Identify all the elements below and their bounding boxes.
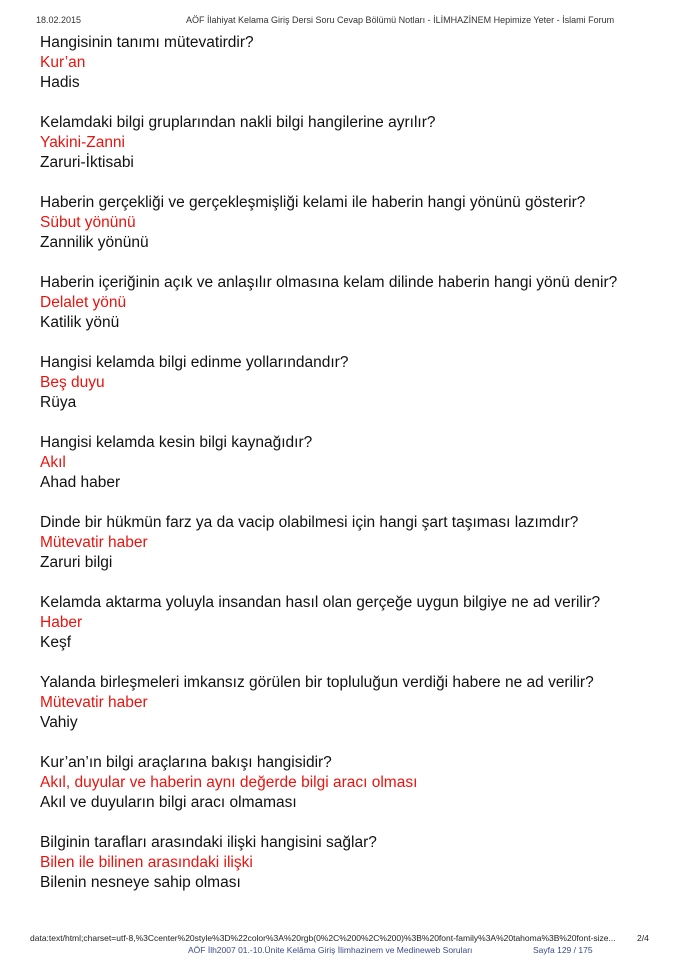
qa-item: [40, 33, 650, 93]
wrong-answer: Rüya: [40, 394, 77, 411]
correct-answer: Mütevatir haber: [40, 534, 148, 551]
wrong-answer: Katilik yönü: [40, 314, 120, 331]
correct-answer: Sübut yönünü: [40, 214, 136, 231]
correct-answer: Kur’an: [40, 54, 86, 71]
footer-url: data:text/html;charset=utf-8,%3Ccenter%20style%3D%22color%3A%20rgb(0%2C%200%2C%200)%3B%20font-family%3A%20tahoma%3B%20font-size...: [30, 933, 616, 943]
question-text: Hangisi kelamda bilgi edinme yollarındandır?: [40, 354, 349, 371]
wrong-answer: Akıl ve duyuların bilgi aracı olmaması: [40, 794, 297, 811]
page-title: AÖF İlahiyat Kelama Giriş Dersi Soru Cevap Bölümü Notları - İLİMHAZİNEM Hepimize Yeter - İslami Forum: [186, 15, 615, 25]
wrong-answer: Hadis: [40, 74, 80, 91]
qa-item: [40, 753, 650, 813]
correct-answer: Bilen ile bilinen arasındaki ilişki: [40, 854, 253, 871]
question-text: Yalanda birleşmeleri imkansız görülen bir topluluğun verdiği habere ne ad verilir?: [40, 674, 594, 691]
qa-item: [40, 593, 650, 653]
correct-answer: Delalet yönü: [40, 294, 127, 311]
footer-page-of: 2/4: [637, 933, 649, 943]
question-text: Haberin gerçekliği ve gerçekleşmişliği kelami ile haberin hangi yönünü gösterir?: [40, 194, 586, 211]
page-header: [36, 15, 643, 29]
wrong-answer: Ahad haber: [40, 474, 121, 491]
correct-answer: Akıl: [40, 454, 66, 471]
correct-answer: Haber: [40, 614, 83, 631]
question-text: Hangisi kelamda kesin bilgi kaynağıdır?: [40, 434, 313, 451]
correct-answer: Mütevatir haber: [40, 694, 148, 711]
question-text: Kelamdaki bilgi gruplarından nakli bilgi hangilerine ayrılır?: [40, 114, 436, 131]
wrong-answer: Vahiy: [40, 714, 78, 731]
correct-answer: Beş duyu: [40, 374, 105, 391]
wrong-answer: Bilenin nesneye sahip olması: [40, 874, 241, 891]
footer-book-title: AÖF İlh2007 01.-10.Ünite Kelâma Giriş İlimhazinem ve Medineweb Soruları: [188, 945, 473, 955]
qa-item: [40, 433, 650, 493]
print-date: 18.02.2015: [36, 15, 82, 25]
qa-item: [40, 833, 650, 893]
question-text: Kur’an’ın bilgi araçlarına bakışı hangisidir?: [40, 754, 332, 771]
wrong-answer: Keşf: [40, 634, 72, 651]
wrong-answer: Zaruri-İktisabi: [40, 154, 134, 171]
qa-item: [40, 673, 650, 733]
qa-item: [40, 193, 650, 253]
question-text: Dinde bir hükmün farz ya da vacip olabilmesi için hangi şart taşıması lazımdır?: [40, 514, 579, 531]
question-text: Kelamda aktarma yoluyla insandan hasıl olan gerçeğe uygun bilgiye ne ad verilir?: [40, 594, 601, 611]
correct-answer: Akıl, duyular ve haberin aynı değerde bilgi aracı olması: [40, 774, 418, 791]
question-text: Haberin içeriğinin açık ve anlaşılır olmasına kelam dilinde haberin hangi yönü denir?: [40, 274, 618, 291]
wrong-answer: Zannilik yönünü: [40, 234, 149, 251]
correct-answer: Yakini-Zanni: [40, 134, 126, 151]
question-text: Hangisinin tanımı mütevatirdir?: [40, 34, 254, 51]
question-text: Bilginin tarafları arasındaki ilişki hangisini sağlar?: [40, 834, 377, 851]
qa-item: [40, 353, 650, 413]
footer-page-number: Sayfa 129 / 175: [533, 945, 593, 955]
qa-item: [40, 513, 650, 573]
qa-content: [40, 33, 650, 913]
qa-item: [40, 113, 650, 173]
qa-item: [40, 273, 650, 333]
wrong-answer: Zaruri bilgi: [40, 554, 113, 571]
